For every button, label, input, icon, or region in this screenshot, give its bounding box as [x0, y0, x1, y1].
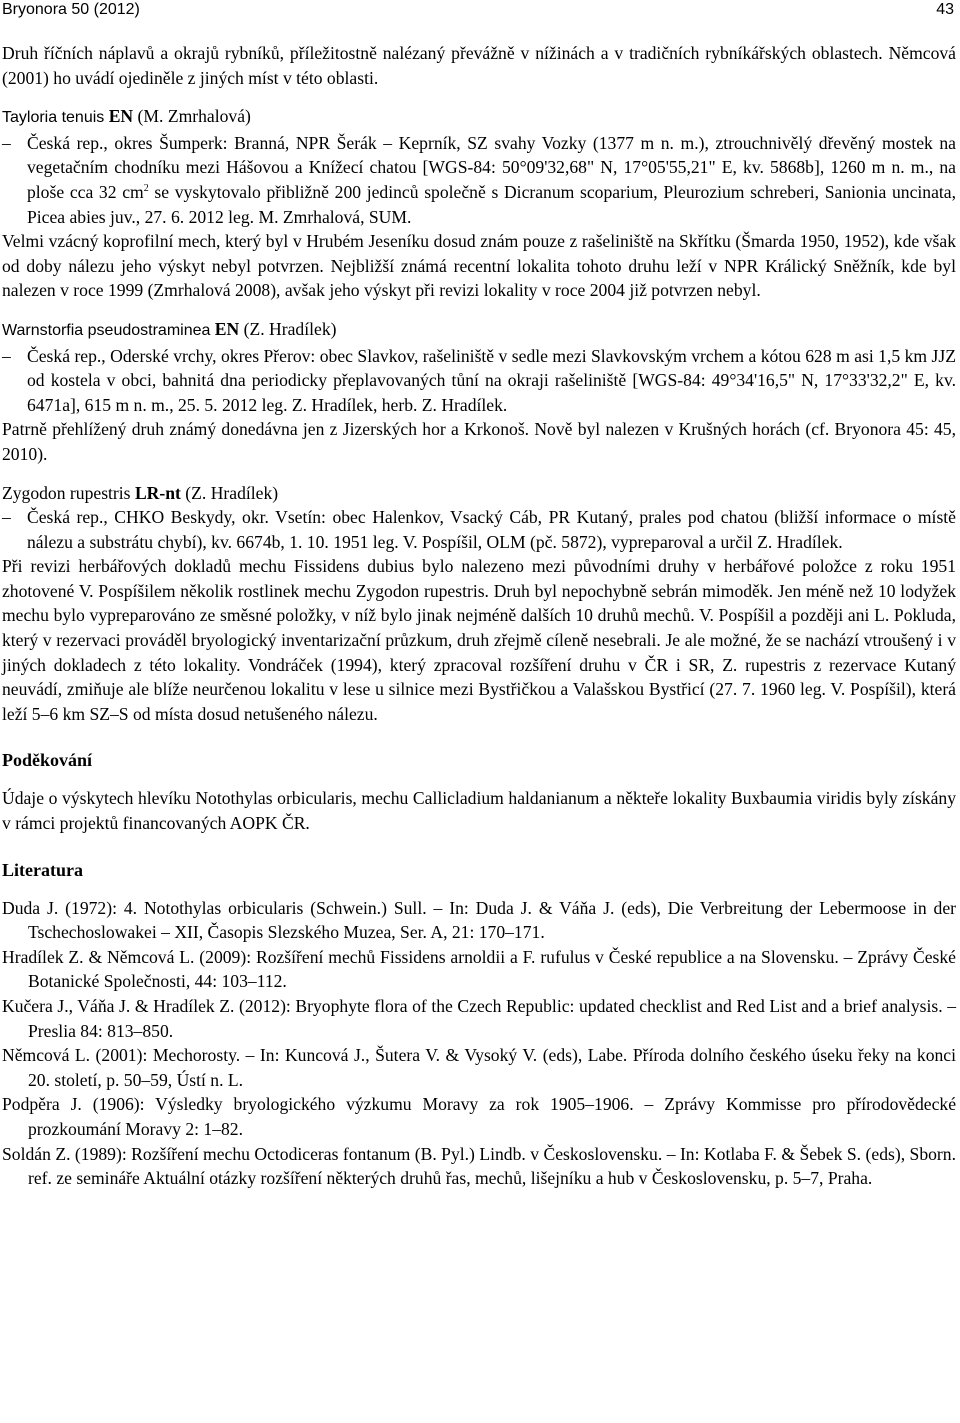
species-record-zygodon — [2, 505, 956, 554]
spacer — [2, 90, 956, 104]
species-name: Zygodon rupestris — [2, 482, 131, 503]
record-text-tail: se vyskytovalo přibližně 200 jedinců společně s Dicranum scoparium, Pleurozium schreberi, Sanionia uncinata, Picea abies juv., 27. 6. 2012 leg. M. Zmrhalová, SUM. — [27, 181, 956, 227]
species-record-warnstorfia — [2, 344, 956, 418]
species-discussion-tayloria: Velmi vzácný koprofilní mech, který byl v Hrubém Jeseníku dosud znám pouze z rašeliniště na Skřítku (Šmarda 1950, 1952), kde však od doby nálezu jeho výskyt nebyl potvrzen. Nejbližší známá recentní lokalita tohoto druhu leží v NPR Králický Sněžník, kde byl nalezen v roce 1999 (Zmrhalová 2008), avšak jeho výskyt při revizi lokality v roce 2004 již potvrzen nebyl. — [2, 231, 956, 301]
list-dash: – — [2, 507, 11, 528]
species-author: (Z. Hradílek) — [185, 482, 279, 503]
species-name: Tayloria tenuis — [2, 109, 105, 127]
species-discussion-zygodon: Při revizi herbářových dokladů mechu Fissidens dubius bylo nalezeno mezi původními druhy v herbářové položce z roku 1951 zhotovené V. Pospíšilem několik rostlinek mechu Zygodon rupestris. Druh byl nepochybně sebrán mimoděk. Jen méně než 10 lodyžek mechu bylo vypreparováno ze směsné položky, v níž bylo jinak nejméně dalších 10 druhů mechů. V. Pospíšil a později ani L. Pokluda, který v rezervaci prováděl bryologický inventarizační průzkum, druh zřejmě cíleně nesebrali. Je ale možné, že se nachází vtroušený i v jiných dokladech z této lokality. Vondráček (1994), který zpracoval rozšíření druhu v ČR i SR, Z. rupestris z rezervace Kutaný neuvádí, zmiňuje ale blíže neurčenou lokalitu v lese u silnice mezi Bystřičkou a Valašskou Bystřicí (27. 7. 1960 leg. V. Pospíšil), která leží 5–6 km SZ–S od místa dosud netušeného nálezu. — [2, 556, 956, 724]
journal-title: Bryonora 50 (2012) — [2, 1, 140, 18]
page-body — [2, 41, 956, 1191]
record-superscript: 2 — [143, 183, 149, 195]
species-heading-warnstorfia — [2, 317, 956, 344]
list-dash: – — [2, 132, 11, 153]
spacer — [2, 726, 956, 748]
reference-item: Podpěra J. (1906): Výsledky bryologického výzkumu Moravy za rok 1905–1906. – Zprávy Kommisse pro přírodovědecké prozkoumání Moravy 2: 1–82. — [2, 1094, 956, 1139]
spacer — [2, 772, 956, 786]
reference-item: Duda J. (1972): 4. Notothylas orbicularis (Schwein.) Sull. – In: Duda J. & Váňa J. (eds), Die Verbreitung der Lebermoose in der Tschechoslowakei – XII, Časopis Slezského Muzea, Ser. A, 21: 170–171. — [2, 897, 956, 943]
species-name: Warnstorfia pseudostraminea — [2, 321, 211, 339]
literature-heading: Literatura — [2, 859, 83, 880]
record-text: Česká rep., CHKO Beskydy, okr. Vsetín: obec Halenkov, Vsacký Cáb, PR Kutaný, prales pod chatou (bližší informace o místě nálezu a substrátu chybí), kv. 6674b, 1. 10. 1951 leg. V. Pospíšil, OLM (pč. 5872), vypreparoval a určil Z. Hradílek. — [27, 507, 956, 552]
intro-paragraph: Druh říčních náplavů a okrajů rybníků, příležitostně nalézaný převážně v nížinách a v tradičních rybníkářských oblastech. Němcová (2001) ho uvádí ojediněle z jiných míst v této oblasti. — [2, 43, 956, 88]
species-heading-tayloria — [2, 104, 956, 131]
reference-item: Kučera J., Váňa J. & Hradílek Z. (2012): Bryophyte flora of the Czech Republic: updated checklist and Red List and a brief analysis. – Preslia 84: 813–850. — [2, 996, 956, 1041]
species-status: LR-nt — [134, 482, 181, 503]
species-author: (M. Zmrhalová) — [137, 106, 251, 127]
list-dash: – — [2, 345, 11, 366]
acknowledgements-text: Údaje o výskytech hlevíku Notothylas orbicularis, mechu Callicladium haldanianum a někteře lokality Buxbaumia viridis byly získány v rámci projektů financovaných AOPK ČR. — [2, 788, 956, 834]
species-status: EN — [214, 318, 240, 339]
reference-list — [2, 896, 956, 1191]
species-record-tayloria — [2, 131, 956, 229]
spacer — [2, 836, 956, 858]
record-text: Česká rep., Oderské vrchy, okres Přerov: obec Slavkov, rašeliniště v sedle mezi Slavkovským vrchem a kótou 628 m asi 1,5 km JJZ od kostela v obci, bahnitá dna periodicky přeplavovaných tůní na okraji rašeliniště [WGS-84: 49°34'16,5" N, 17°33'32,2" E, kv. 6471a], 615 m n. m., 25. 5. 2012 leg. Z. Hradílek, herb. Z. Hradílek. — [27, 345, 956, 415]
spacer — [2, 882, 956, 896]
page-header — [2, 0, 954, 22]
spacer — [2, 467, 956, 481]
spacer — [2, 303, 956, 317]
reference-item: Němcová L. (2001): Mechorosty. – In: Kuncová J., Šutera V. & Vysoký V. (eds), Labe. Příroda dolního českého úseku řeky na konci 20. století, p. 50–59, Ústí n. L. — [2, 1045, 956, 1090]
reference-item: Soldán Z. (1989): Rozšíření mechu Octodiceras fontanum (B. Pyl.) Lindb. v Československu. – In: Kotlaba F. & Šebek S. (eds), Sborn. ref. ze semináře Aktuální otázky rozšíření některých druhů řas, mechů, lišejníku a hub v Československu, p. 5–7, Praha. — [2, 1143, 956, 1189]
species-author: (Z. Hradílek) — [243, 318, 337, 339]
species-status: EN — [108, 106, 134, 127]
reference-item: Hradílek Z. & Němcová L. (2009): Rozšíření mechů Fissidens arnoldii a F. rufulus v České republice a na Slovensku. – Zprávy České Botanické Společnosti, 44: 103–112. — [2, 946, 956, 992]
record-text: Česká rep., okres Šumperk: Branná, NPR Šerák – Keprník, SZ svahy Vozky (1377 m n. m.), ztrouchnivělý dřevěný mostek na vegetačním chodníku mezi Hášovou a Knížecí chatou [WGS-84: 50°09'32,68" N, 17°05'55,21" E, kv. 5868b], 1260 m n. m., na ploše cca 32 cm — [27, 132, 956, 202]
species-heading-zygodon — [2, 481, 956, 506]
acknowledgements-heading: Poděkování — [2, 750, 93, 771]
page-number: 43 — [936, 1, 954, 18]
species-discussion-warnstorfia: Patrně přehlížený druh známý donedávna jen z Jizerských hor a Krkonoš. Nově byl nalezen v Krušných horách (cf. Bryonora 45: 45, 2010). — [2, 419, 956, 464]
